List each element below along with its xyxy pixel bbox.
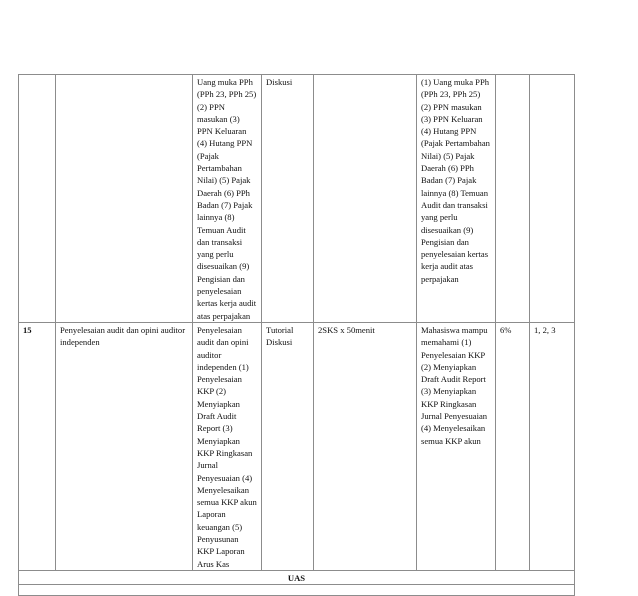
weight-cell: 6% xyxy=(496,322,530,570)
reference-cell xyxy=(530,75,575,323)
material-cell: Penyelesaian audit dan opini auditor independen (1) Penyelesaian KKP (2) Menyiapkan Draft Audit Report (3) Menyiapkan KKP Ringkasan Jurnal Penyesuaian (4) Menyelesaikan semua KKP akun Laporan keuangan (5) Penyusunan KKP Laporan Arus Kas xyxy=(193,322,262,570)
time-cell xyxy=(314,75,417,323)
empty-row xyxy=(19,585,575,596)
topic-cell xyxy=(56,75,193,323)
table-row xyxy=(19,322,575,570)
uas-row xyxy=(19,570,575,584)
indicator-cell: (1) Uang muka PPh (PPh 23, PPh 25) (2) PPN masukan (3) PPN Keluaran (4) Hutang PPN (Pajak Pertambahan Nilai) (5) Pajak Daerah (6) PPh Badan (7) Pajak lainnya (8) Temuan Audit dan transaksi yang perlu disesuaikan (9) Pengisian dan penyelesaian kertas kerja audit atas perpajakan xyxy=(417,75,496,323)
material-cell: Uang muka PPh (PPh 23, PPh 25) (2) PPN masukan (3) PPN Keluaran (4) Hutang PPN (Pajak Pertambahan Nilai) (5) Pajak Daerah (6) PPh Badan (7) Pajak lainnya (8) Temuan Audit dan transaksi yang perlu disesuaikan (9) Pengisian dan penyelesaian kertas kerja audit atas perpajakan xyxy=(193,75,262,323)
method-cell: Diskusi xyxy=(262,75,314,323)
indicator-cell: Mahasiswa mampu memahami (1) Penyelesaian KKP (2) Menyiapkan Draft Audit Report (3) Menyiapkan KKP Ringkasan Jurnal Penyesuaian (4) Menyelesaikan semua KKP akun xyxy=(417,322,496,570)
uas-label: UAS xyxy=(19,570,575,584)
week-cell xyxy=(19,75,56,323)
week-cell: 15 xyxy=(19,322,56,570)
lesson-plan-table xyxy=(18,74,575,596)
reference-cell: 1, 2, 3 xyxy=(530,322,575,570)
weight-cell xyxy=(496,75,530,323)
time-cell: 2SKS x 50menit xyxy=(314,322,417,570)
empty-cell xyxy=(19,585,575,596)
topic-cell: Penyelesaian audit dan opini auditor independen xyxy=(56,322,193,570)
table-row xyxy=(19,75,575,323)
method-cell: Tutorial Diskusi xyxy=(262,322,314,570)
